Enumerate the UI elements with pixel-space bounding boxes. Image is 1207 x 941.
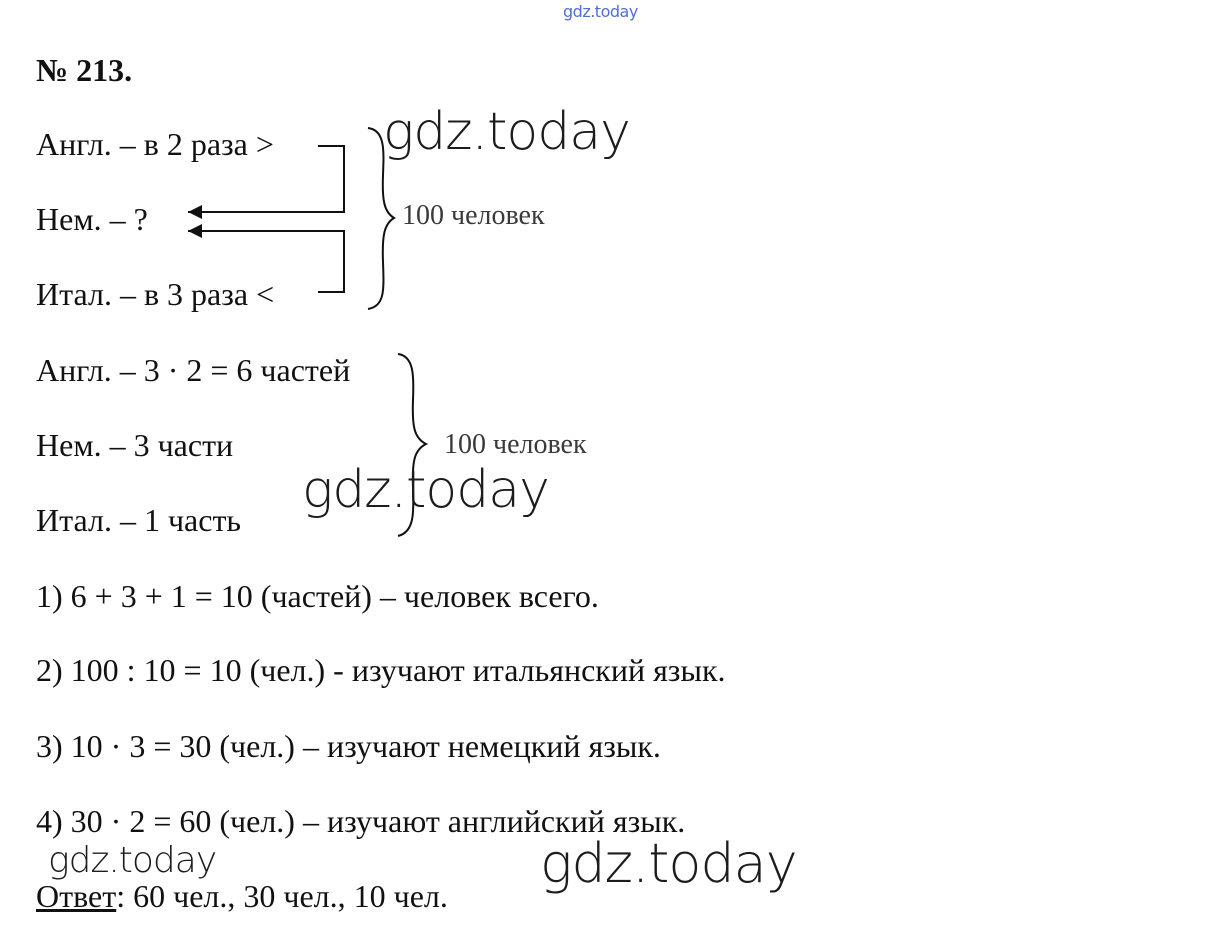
scheme1-german-row: Нем. – ? bbox=[36, 201, 148, 237]
problem-number: № 213. bbox=[36, 52, 133, 88]
step-1: 1) 6 + 3 + 1 = 10 (частей) – человек всего. bbox=[36, 578, 599, 614]
scheme2-brace-label: 100 человек bbox=[444, 429, 587, 460]
watermark-top: gdz.today bbox=[563, 2, 638, 21]
scheme2-english-row: Англ. – 3 · 2 = 6 частей bbox=[36, 352, 351, 388]
scheme1-brace-label: 100 человек bbox=[402, 200, 545, 231]
watermark-2: gdz.today bbox=[302, 460, 549, 520]
scheme1-italian-row: Итал. – в 3 раза < bbox=[36, 276, 275, 312]
watermark-4: gdz.today bbox=[540, 832, 797, 895]
watermark-1: gdz.today bbox=[383, 102, 630, 162]
answer-label: Ответ bbox=[36, 878, 117, 914]
step-2: 2) 100 : 10 = 10 (чел.) - изучают итальянский язык. bbox=[36, 652, 726, 688]
step-4: 4) 30 · 2 = 60 (чел.) – изучают английский язык. bbox=[36, 803, 686, 839]
scheme2-german-row: Нем. – 3 части bbox=[36, 427, 234, 463]
arrow-english-to-german bbox=[188, 146, 344, 212]
scheme2-italian-row: Итал. – 1 часть bbox=[36, 502, 242, 538]
scheme1-english-row: Англ. – в 2 раза > bbox=[36, 126, 274, 162]
answer-text: : 60 чел., 30 чел., 10 чел. bbox=[116, 878, 448, 914]
watermark-3: gdz.today bbox=[48, 840, 217, 881]
step-3: 3) 10 · 3 = 30 (чел.) – изучают немецкий язык. bbox=[36, 728, 661, 764]
arrow-italian-to-german bbox=[188, 231, 344, 292]
